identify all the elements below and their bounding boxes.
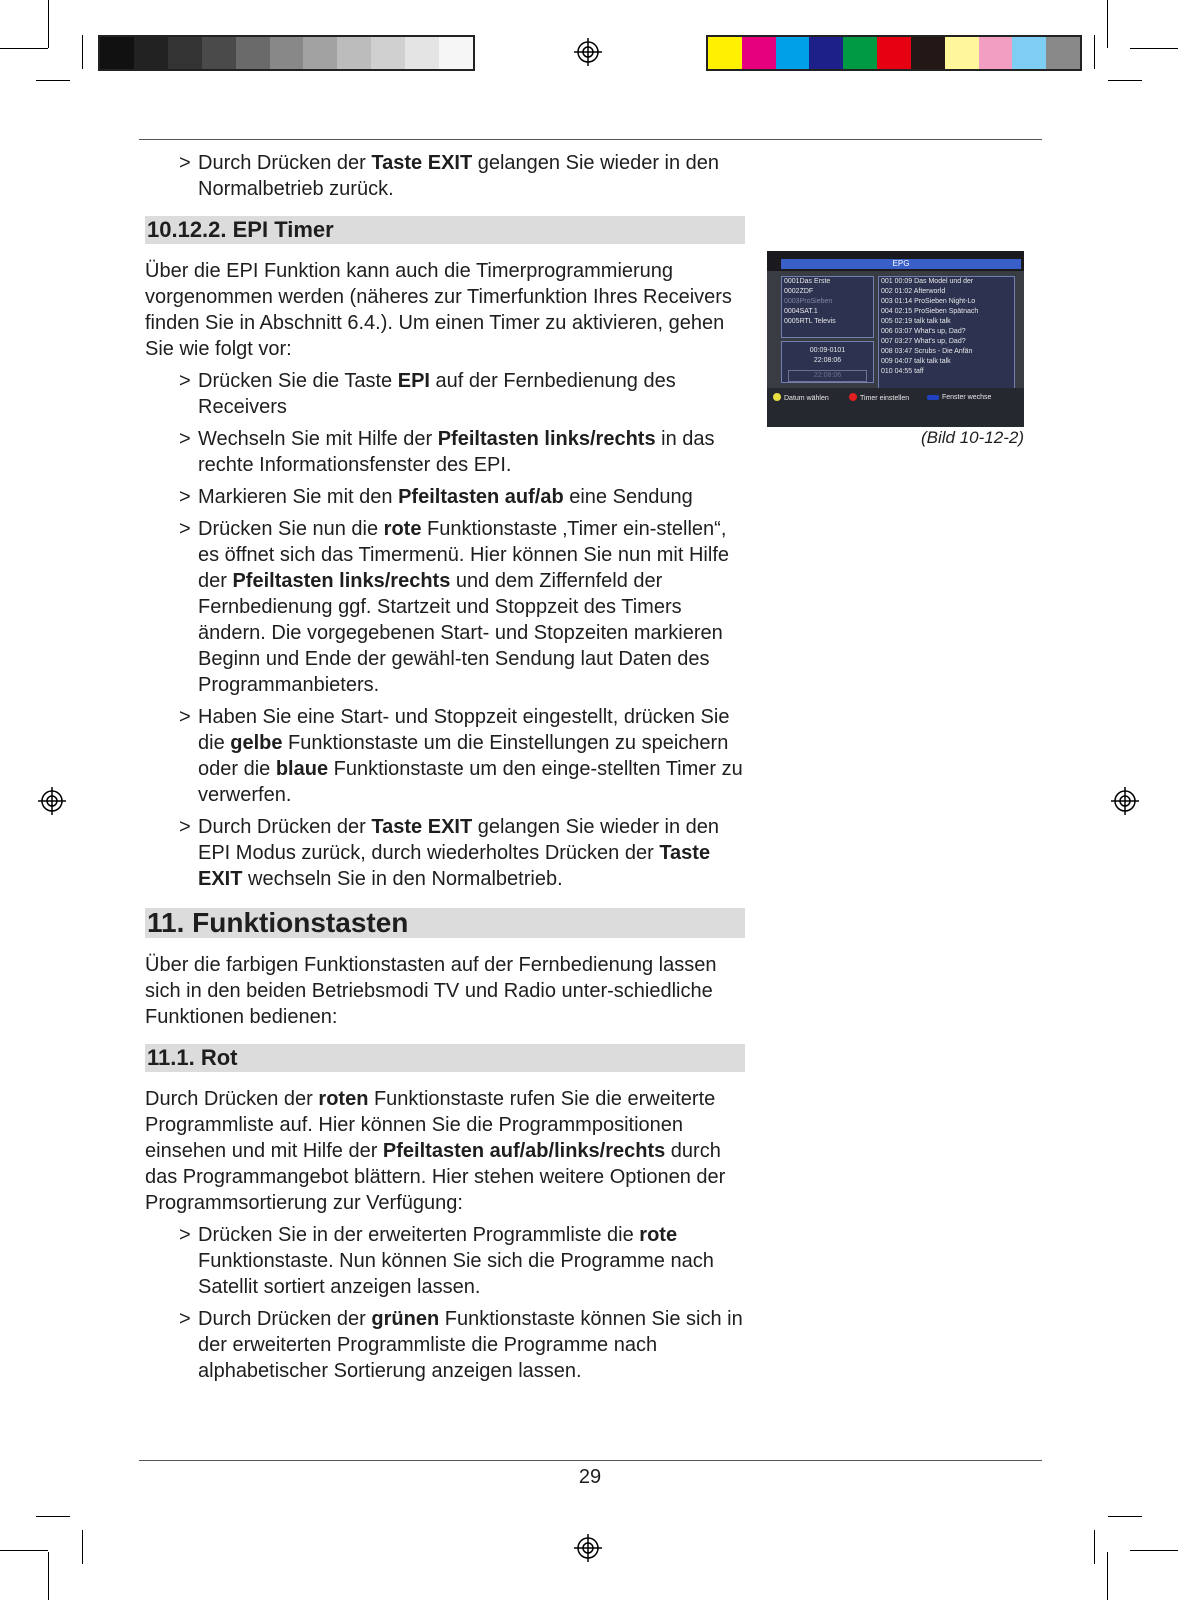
- epg-time-box: [781, 341, 874, 383]
- color-swatch: [202, 37, 236, 69]
- epg-event: 008 03:47 Scrubs - Die Anfän: [881, 348, 973, 355]
- list-item: > Drücken Sie in der erweiterten Programmliste die rote Funktionstaste. Nun können Sie sich die Programme nach Satellit sortiert anzeigen lassen.: [179, 1224, 714, 1298]
- list-item: > Haben Sie eine Start- und Stoppzeit eingestellt, drücken Sie die gelbe Funktionstaste um die Einstellungen zu speichern oder die blaue Funktionstaste um den einge-stellten Timer zu verwerfen.: [179, 706, 743, 806]
- epg-event: 002 01:02 Afterworld: [881, 288, 946, 295]
- registration-mark-top: [574, 38, 602, 66]
- process-color-bar: [706, 35, 1082, 71]
- color-swatch: [1046, 37, 1080, 69]
- epg-event: 007 03:27 What's up, Dad?: [881, 338, 966, 345]
- list-item: > Durch Drücken der grünen Funktionstaste können Sie sich in der erweiterten Programmliste die Programme nach alphabetischer Sortierung anzeigen lassen.: [179, 1308, 743, 1382]
- epg-time-range: 00:09-0101: [809, 347, 846, 354]
- epg-channel: 0004SAT.1: [784, 308, 818, 315]
- epg-event: 006 03:07 What's up, Dad?: [881, 328, 966, 335]
- color-swatch: [337, 37, 371, 69]
- list-item: > Drücken Sie nun die rote Funktionstaste ‚Timer ein-stellen“, es öffnet sich das Timermenü. Hier können Sie nun mit Hilfe der Pfeiltasten links/rechts und dem Ziffernfeld der Fernbedienung ggf. Startzeit und Stoppzeit des Timers ändern. Die vorgegebenen Start- und Stopzeiten markieren Beginn und Ende der gewähl-ten Sendung laut Daten des Programmanbieters.: [179, 518, 729, 696]
- color-swatch: [168, 37, 202, 69]
- figure-caption: (Bild 10-12-2): [921, 428, 1024, 447]
- list-item: > Wechseln Sie mit Hilfe der Pfeiltasten links/rechts in das rechte Informationsfenster des EPI.: [179, 428, 715, 476]
- epg-hint-blue: Fenster wechse: [927, 393, 991, 403]
- color-swatch: [371, 37, 405, 69]
- epg-event-list: [878, 276, 1015, 390]
- color-swatch: [100, 37, 134, 69]
- epg-channel-list: [781, 276, 874, 338]
- color-swatch: [236, 37, 270, 69]
- epg-channel: 0003ProSieben: [784, 298, 833, 305]
- epg-title: EPG: [781, 259, 1021, 269]
- paragraph: Über die EPI Funktion kann auch die Timerprogrammierung vorgenommen werden (näheres zur Timerfunktion Ihres Receivers finden Sie in Abschnitt 6.4.). Um einen Timer zu aktivieren, gehen Sie wie folgt vor:: [145, 260, 732, 360]
- grayscale-color-bar: [98, 35, 475, 71]
- color-swatch: [270, 37, 304, 69]
- epg-event: 010 04:55 taff: [881, 368, 924, 375]
- epg-event: 001 00:09 Das Model und der: [881, 278, 974, 285]
- color-swatch: [134, 37, 168, 69]
- epg-current-time: 22:08:06: [813, 357, 842, 364]
- color-swatch: [911, 37, 945, 69]
- color-swatch: [405, 37, 439, 69]
- header-rule: [139, 139, 1042, 140]
- color-swatch: [843, 37, 877, 69]
- epg-channel: 0005RTL Televis: [784, 318, 836, 325]
- color-swatch: [945, 37, 979, 69]
- list-item: > Durch Drücken der Taste EXIT gelangen Sie wieder in den EPI Modus zurück, durch wiederholtes Drücken der Taste EXIT wechseln Sie in den Normalbetrieb.: [179, 816, 720, 890]
- paragraph: Durch Drücken der roten Funktionstaste rufen Sie die erweiterte Programmliste auf. Hier können Sie die Programmpositionen einsehen und mit Hilfe der Pfeiltasten auf/ab/links/rechts durch das Programmangebot blättern. Hier stehen weitere Optionen der Programmsortierung zur Verfügung:: [145, 1088, 726, 1214]
- epg-progress-time: 22:08:06: [788, 370, 867, 382]
- main-text-column: [145, 150, 745, 1390]
- color-swatch: [776, 37, 810, 69]
- color-swatch: [708, 37, 742, 69]
- color-swatch: [809, 37, 843, 69]
- color-swatch: [877, 37, 911, 69]
- epg-event: 009 04:07 talk talk talk: [881, 358, 951, 365]
- registration-mark-right: [1111, 787, 1139, 815]
- color-swatch: [439, 37, 473, 69]
- epg-hint-red: Timer einstellen: [849, 393, 909, 404]
- registration-mark-left: [38, 787, 66, 815]
- yellow-dot-icon: [773, 393, 781, 401]
- chapter-heading-funktionstasten: 11. Funktionstasten: [145, 908, 745, 938]
- epg-event: 003 01:14 ProSieben Night-Lo: [881, 298, 976, 305]
- section-heading-epi-timer: 10.12.2. EPI Timer: [145, 216, 745, 244]
- paragraph: Über die farbigen Funktionstasten auf der Fernbedienung lassen sich in den beiden Betriebsmodi TV und Radio unter-schiedliche Funktionen bedienen:: [145, 954, 717, 1028]
- footer-rule: [139, 1460, 1042, 1461]
- epg-event: 004 02:15 ProSieben Spätnach: [881, 308, 979, 315]
- color-swatch: [979, 37, 1013, 69]
- epg-channel: 0002ZDF: [784, 288, 814, 295]
- registration-mark-bottom: [574, 1534, 602, 1562]
- section-heading-rot: 11.1. Rot: [145, 1044, 745, 1072]
- color-swatch: [303, 37, 337, 69]
- color-swatch: [742, 37, 776, 69]
- epg-hint-yellow: Datum wählen: [773, 393, 829, 404]
- epg-hint-bar: [767, 388, 1024, 427]
- epg-screenshot: [767, 251, 1024, 427]
- page-number: 29: [578, 1466, 602, 1488]
- epg-event: 005 02:19 talk talk talk: [881, 318, 951, 325]
- color-swatch: [1012, 37, 1046, 69]
- red-dot-icon: [849, 393, 857, 401]
- list-item: > Markieren Sie mit den Pfeiltasten auf/ab eine Sendung: [179, 486, 693, 508]
- epg-channel: 0001Das Erste: [784, 278, 831, 285]
- blue-key-icon: [927, 395, 939, 400]
- list-item: > Durch Drücken der Taste EXIT gelangen Sie wieder in den Normalbetrieb zurück.: [179, 152, 720, 200]
- list-item: > Drücken Sie die Taste EPI auf der Fernbedienung des Receivers: [179, 370, 676, 418]
